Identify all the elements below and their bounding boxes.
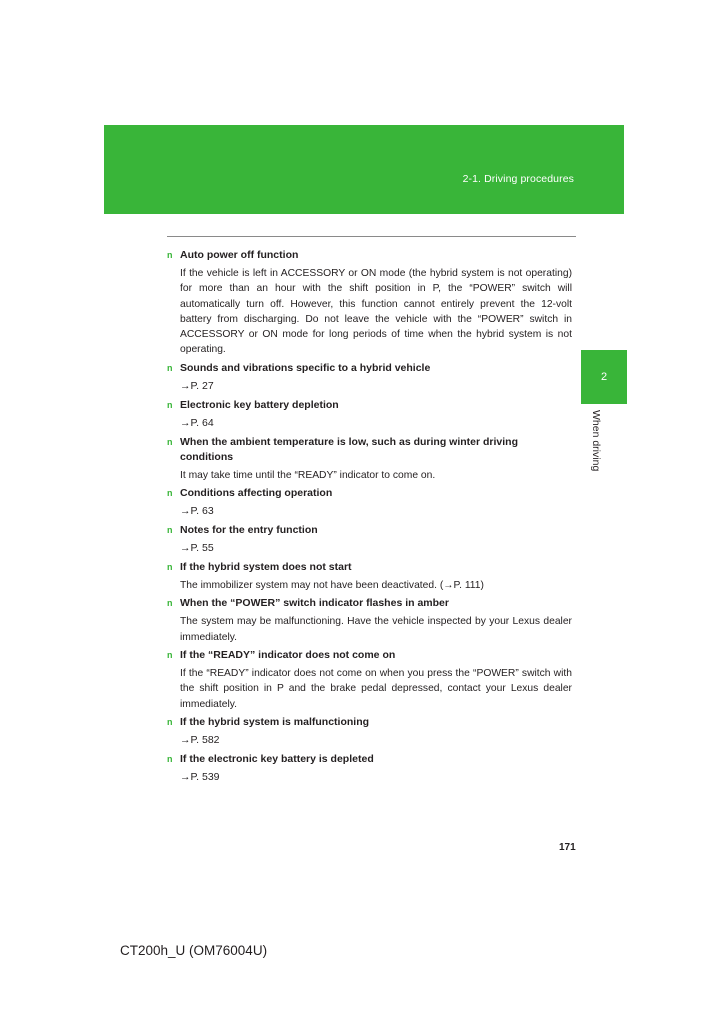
bullet-icon: n (167, 250, 173, 260)
page-reference: →P. 64 (180, 416, 214, 429)
bullet-icon: n (167, 525, 173, 536)
list-item (167, 560, 572, 593)
item-heading (167, 248, 572, 263)
page-reference: →P. 55 (180, 542, 214, 555)
item-body: The immobilizer system may not have been deactivated. (→P. 111) (180, 580, 484, 592)
page-reference: →P. 63 (180, 505, 214, 518)
item-heading-text: If the electronic key battery is depleted (180, 752, 374, 765)
item-heading-text: Notes for the entry function (180, 524, 318, 537)
item-body: If the “READY” indicator does not come on when you press the “POWER” switch with the shift position in P and the brake pedal depressed, contact your Lexus dealer immediately. (180, 667, 572, 710)
item-heading (167, 398, 572, 413)
section-title: 2-1. Driving procedures (462, 173, 574, 185)
bullet-icon: n (167, 716, 173, 727)
item-heading-text: If the hybrid system is malfunctioning (180, 715, 370, 728)
chapter-number: 2 (600, 371, 608, 383)
list-item (167, 648, 572, 712)
item-heading (167, 752, 572, 767)
list-item (167, 361, 572, 394)
list-item (167, 523, 572, 556)
document-code: CT200h_U (OM76004U) (120, 943, 268, 958)
item-heading-text: Conditions affecting operation (180, 487, 333, 500)
bullet-icon: n (167, 362, 173, 373)
item-heading (167, 560, 572, 575)
item-heading-text: Sounds and vibrations specific to a hybrid vehicle (180, 361, 431, 374)
divider-rule (167, 236, 576, 237)
chapter-label: When driving (590, 410, 602, 472)
item-heading (167, 715, 572, 730)
item-heading (167, 486, 572, 501)
content (167, 248, 572, 789)
item-heading (167, 361, 572, 376)
item-body: The system may be malfunctioning. Have the vehicle inspected by your Lexus dealer immediately. (180, 616, 572, 643)
item-heading-text: Auto power off function (180, 249, 299, 261)
item-heading (167, 435, 572, 465)
list-item (167, 715, 572, 748)
item-heading-text: Electronic key battery depletion (180, 398, 339, 411)
page-number: 171 (559, 842, 576, 853)
list-item (167, 486, 572, 519)
page-reference: →P. 582 (180, 733, 220, 746)
item-heading-text: When the ambient temperature is low, such as during winter driving conditions (180, 435, 518, 463)
list-item (167, 248, 572, 358)
item-heading-text: If the hybrid system does not start (180, 561, 352, 574)
list-item (167, 596, 572, 645)
list-item (167, 398, 572, 431)
item-heading (167, 596, 572, 611)
item-body: It may take time until the “READY” indicator to come on. (180, 469, 436, 481)
bullet-icon: n (167, 649, 173, 660)
item-heading (167, 523, 572, 538)
bullet-icon: n (167, 598, 173, 609)
item-heading-text: When the “POWER” switch indicator flashes in amber (180, 597, 449, 610)
item-heading-text: If the “READY” indicator does not come on (180, 648, 396, 661)
chapter-tab (581, 350, 627, 404)
header-band (104, 125, 624, 214)
bullet-icon: n (167, 753, 173, 764)
page-reference: →P. 27 (180, 379, 214, 392)
bullet-icon: n (167, 399, 173, 410)
bullet-icon: n (167, 488, 173, 499)
page-reference: →P. 539 (180, 770, 220, 783)
item-heading (167, 648, 572, 663)
bullet-icon: n (167, 562, 173, 573)
bullet-icon: n (167, 436, 173, 447)
list-item (167, 752, 572, 785)
item-body: If the vehicle is left in ACCESSORY or ON mode (the hybrid system is not operating) for more than an hour with the shift position in P, the “POWER” switch will automatically turn off. However, this function cannot entirely prevent the 12-volt battery from discharging. Do not leave the vehicle with the “POWER” switch in ACCESSORY or ON mode for long periods of time when the hybrid system is not operating. (180, 268, 572, 356)
list-item (167, 435, 572, 483)
